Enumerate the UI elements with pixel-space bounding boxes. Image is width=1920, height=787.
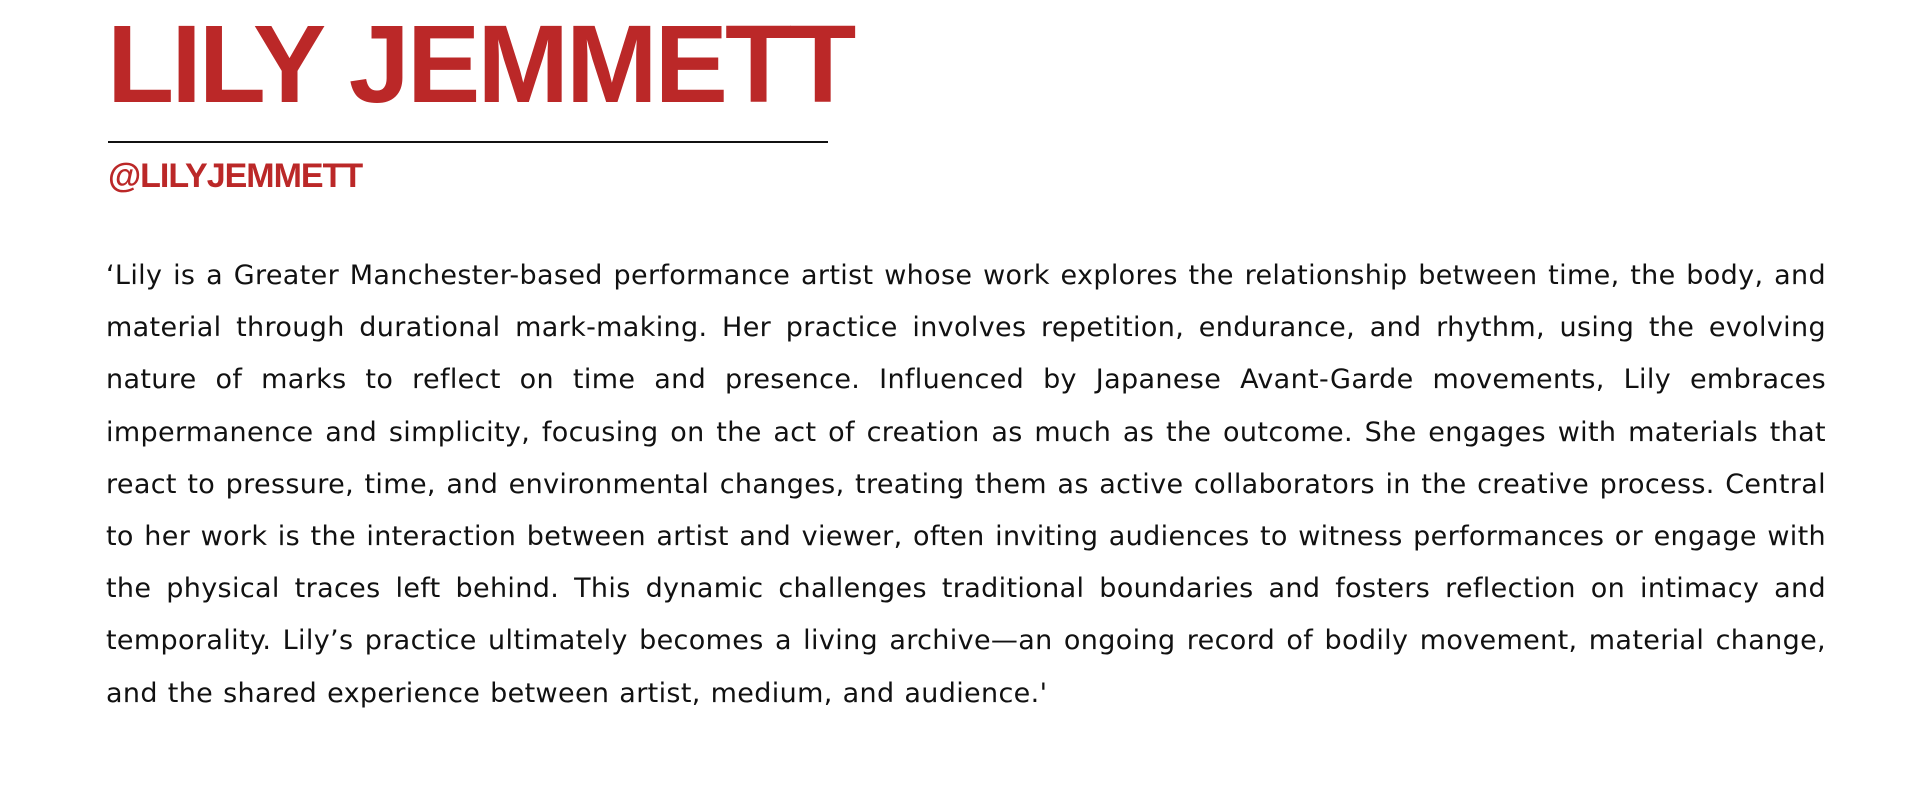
social-handle: @LILYJEMMETT	[108, 157, 363, 195]
artist-name-heading: LILY JEMMETT	[107, 3, 854, 126]
heading-divider	[108, 141, 828, 143]
artist-bio-paragraph: ‘Lily is a Greater Manchester-based performance artist whose work explores the relationship between time, the body, and material through durational mark-making. Her practice involves repetition, endurance, and rhythm, using the evolving nature of marks to reflect on time and presence. Influenced by Japanese Avant-Garde movements, Lily embraces impermanence and simplicity, focusing on the act of creation as much as the outcome. She engages with materials that react to pressure, time, and environmental changes, treating them as active collaborators in the creative process. Central to her work is the interaction between artist and viewer, often inviting audiences to witness performances or engage with the physical traces left behind. This dynamic challenges traditional boundaries and fosters reflection on intimacy and temporality. Lily’s practice ultimately becomes a living archive—an ongoing record of bodily movement, material change, and the shared experience between artist, medium, and audience.'	[106, 260, 1826, 709]
